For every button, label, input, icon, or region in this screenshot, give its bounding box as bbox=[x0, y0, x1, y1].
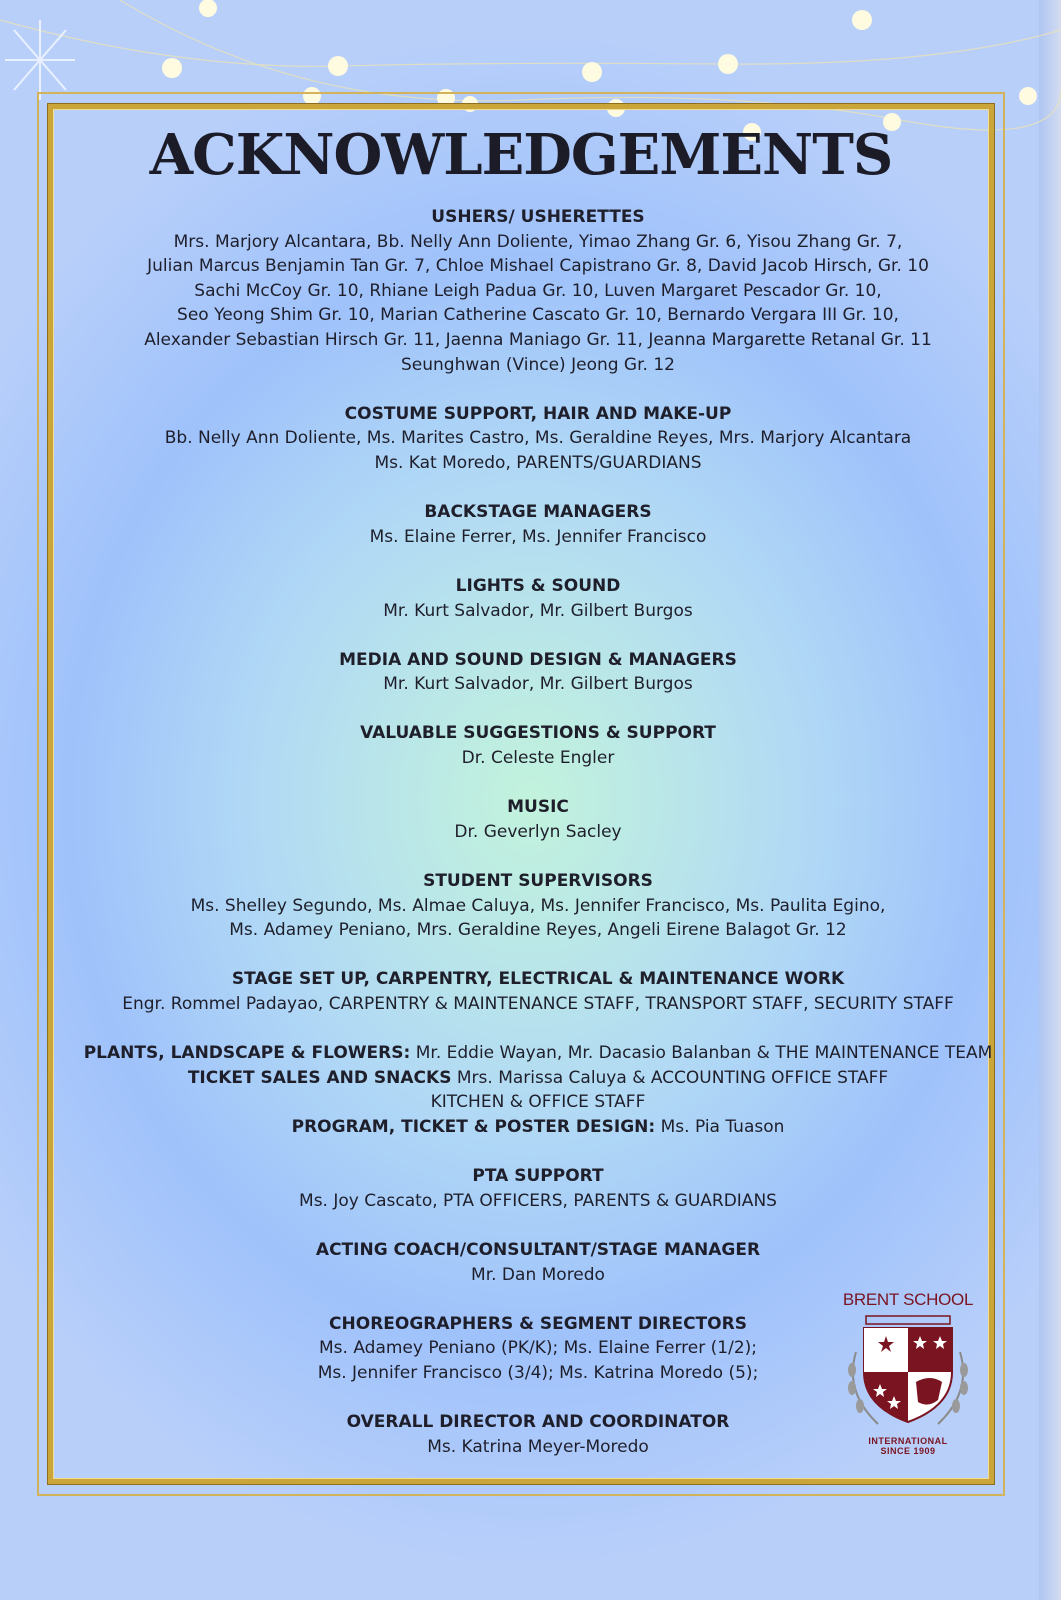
crest-icon bbox=[838, 1312, 978, 1436]
section-heading: LIGHTS & SOUND bbox=[455, 575, 621, 596]
sections-before bbox=[55, 205, 1021, 1017]
credit-line: Dr. Geverlyn Sacley bbox=[454, 821, 622, 842]
credit-line: Ms. Kat Moredo, PARENTS/GUARDIANS bbox=[374, 452, 702, 473]
credit-line: Seo Yeong Shim Gr. 10, Marian Catherine Cascato Gr. 10, Bernardo Vergara III Gr. 10, bbox=[177, 305, 899, 326]
credit-line: Dr. Celeste Engler bbox=[461, 748, 615, 769]
credit-section bbox=[55, 1164, 1021, 1213]
section-heading: COSTUME SUPPORT, HAIR AND MAKE-UP bbox=[344, 403, 732, 424]
credit-section bbox=[55, 967, 1021, 1016]
credit-section bbox=[55, 500, 1021, 549]
section-heading: STUDENT SUPERVISORS bbox=[423, 871, 653, 892]
tickets-heading: TICKET SALES AND SNACKS bbox=[187, 1067, 452, 1088]
logo-line1: INTERNATIONAL bbox=[868, 1436, 948, 1446]
credit-line: Mrs. Marjory Alcantara, Bb. Nelly Ann Doliente, Yimao Zhang Gr. 6, Yisou Zhang Gr. 7, bbox=[173, 231, 903, 252]
credit-section bbox=[55, 205, 1021, 377]
credit-section bbox=[55, 721, 1021, 770]
inline-credits-block bbox=[55, 1041, 1021, 1139]
credit-line: Mr. Kurt Salvador, Mr. Gilbert Burgos bbox=[383, 674, 693, 695]
logo-subtitle bbox=[838, 1436, 978, 1456]
tickets-text: Mrs. Marissa Caluya & ACCOUNTING OFFICE STAFF bbox=[451, 1067, 889, 1088]
credit-line: Ms. Joy Cascato, PTA OFFICERS, PARENTS & GUARDIANS bbox=[299, 1190, 777, 1211]
credit-line: Ms. Jennifer Francisco (3/4); Ms. Katrina Moredo (5); bbox=[317, 1362, 759, 1383]
credit-line: Julian Marcus Benjamin Tan Gr. 7, Chloe Mishael Capistrano Gr. 8, David Jacob Hirsch, Gr. 10 bbox=[147, 256, 929, 277]
section-heading: MUSIC bbox=[507, 797, 569, 818]
section-heading: USHERS/ USHERETTES bbox=[431, 207, 645, 227]
section-heading: BACKSTAGE MANAGERS bbox=[424, 502, 652, 523]
section-heading: VALUABLE SUGGESTIONS & SUPPORT bbox=[360, 723, 716, 744]
section-heading: STAGE SET UP, CARPENTRY, ELECTRICAL & MAINTENANCE WORK bbox=[231, 969, 845, 990]
credit-line: Bb. Nelly Ann Doliente, Ms. Marites Castro, Ms. Geraldine Reyes, Mrs. Marjory Alcantara bbox=[164, 428, 912, 449]
credit-line: Ms. Shelley Segundo, Ms. Almae Caluya, Ms. Jennifer Francisco, Ms. Paulita Egino, bbox=[190, 895, 886, 916]
credit-line: Ms. Adamey Peniano, Mrs. Geraldine Reyes, Angeli Eirene Balagot Gr. 12 bbox=[229, 920, 847, 941]
logo-line2: SINCE 1909 bbox=[880, 1446, 936, 1456]
credit-line: Engr. Rommel Padayao, CARPENTRY & MAINTENANCE STAFF, TRANSPORT STAFF, SECURITY STAFF bbox=[122, 994, 954, 1014]
design-heading: PROGRAM, TICKET & POSTER DESIGN: bbox=[291, 1116, 656, 1137]
brent-school-logo bbox=[838, 1290, 978, 1460]
credit-line: Alexander Sebastian Hirsch Gr. 11, Jaenna Maniago Gr. 11, Jeanna Margarette Retanal Gr. 11 bbox=[144, 329, 932, 350]
plants-heading: PLANTS, LANDSCAPE & FLOWERS: bbox=[83, 1043, 411, 1064]
credit-section bbox=[55, 795, 1021, 844]
credit-section bbox=[55, 1238, 1021, 1287]
credit-line: Sachi McCoy Gr. 10, Rhiane Leigh Padua Gr. 10, Luven Margaret Pescador Gr. 10, bbox=[194, 280, 882, 301]
logo-school-name: BRENT SCHOOL bbox=[842, 1290, 974, 1309]
section-heading: PTA SUPPORT bbox=[472, 1166, 604, 1187]
section-heading: OVERALL DIRECTOR AND COORDINATOR bbox=[346, 1412, 730, 1433]
design-text: Ms. Pia Tuason bbox=[655, 1116, 785, 1137]
section-heading: ACTING COACH/CONSULTANT/STAGE MANAGER bbox=[315, 1239, 761, 1260]
section-heading: CHOREOGRAPHERS & SEGMENT DIRECTORS bbox=[329, 1313, 747, 1334]
credit-section bbox=[55, 648, 1021, 697]
design-credit bbox=[55, 1115, 1021, 1140]
credit-line: Mr. Kurt Salvador, Mr. Gilbert Burgos bbox=[383, 600, 693, 621]
credit-line: Mr. Dan Moredo bbox=[471, 1264, 605, 1285]
page-right-edge bbox=[1039, 0, 1061, 1600]
plants-credit bbox=[55, 1041, 1021, 1066]
credit-section bbox=[55, 869, 1021, 943]
tickets-credit bbox=[55, 1066, 1021, 1091]
page-title: ACKNOWLEDGEMENTS bbox=[149, 122, 893, 188]
section-heading: MEDIA AND SOUND DESIGN & MANAGERS bbox=[339, 649, 737, 670]
credit-line: Seunghwan (Vince) Jeong Gr. 12 bbox=[401, 354, 675, 375]
credit-line: Ms. Katrina Meyer-Moredo bbox=[427, 1436, 649, 1457]
tickets-credit-line2: KITCHEN & OFFICE STAFF bbox=[430, 1092, 646, 1113]
plants-text: Mr. Eddie Wayan, Mr. Dacasio Balanban & THE MAINTENANCE TEAM bbox=[410, 1043, 993, 1064]
credit-line: Ms. Elaine Ferrer, Ms. Jennifer Francisco bbox=[369, 526, 707, 547]
credit-section bbox=[55, 574, 1021, 623]
credit-section bbox=[55, 402, 1021, 476]
credit-line: Ms. Adamey Peniano (PK/K); Ms. Elaine Ferrer (1/2); bbox=[318, 1338, 757, 1359]
